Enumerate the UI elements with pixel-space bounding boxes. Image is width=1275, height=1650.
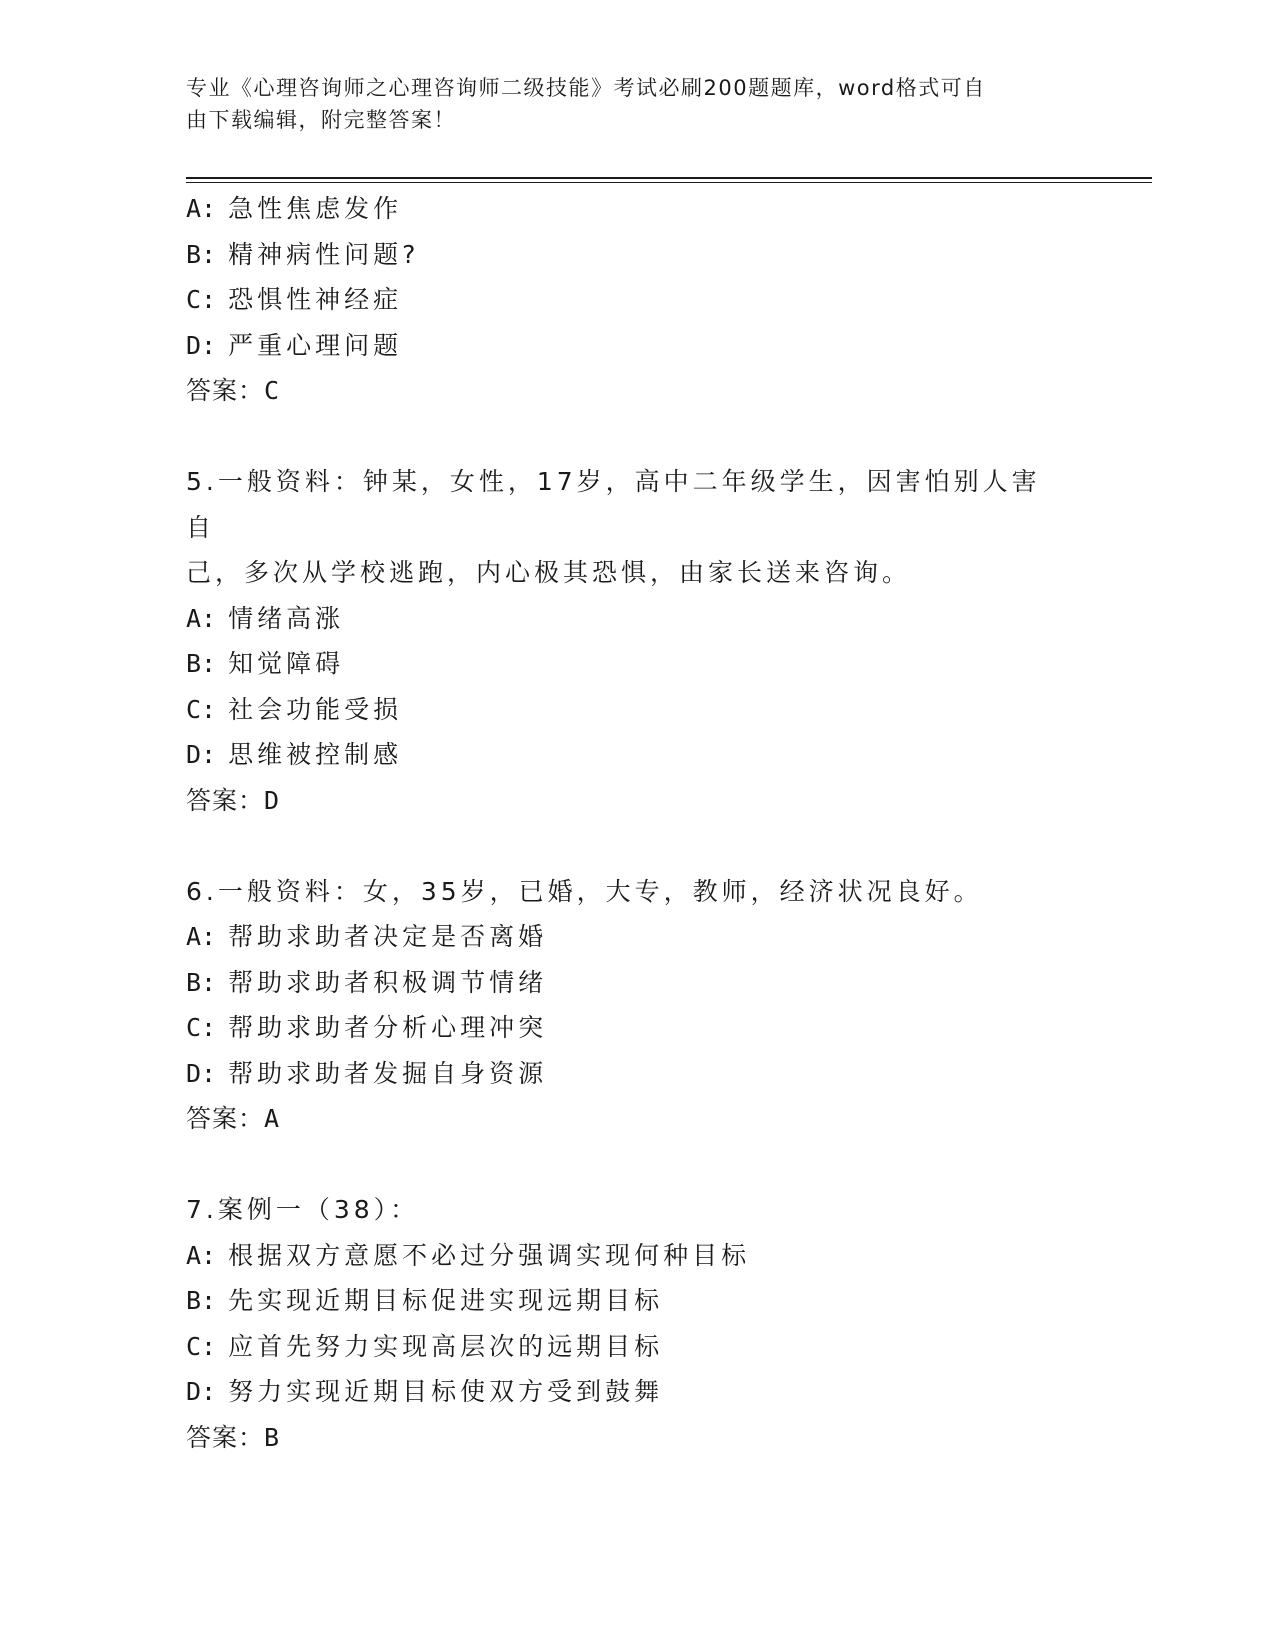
option-c: C: 恐惧性神经症: [186, 285, 403, 314]
option-d: D: 思维被控制感: [186, 740, 403, 769]
option-a: A: 急性焦虑发作: [186, 194, 403, 223]
header-rule-thin: [186, 182, 1152, 183]
spacer: [186, 1142, 1086, 1188]
option-d: D: 帮助求助者发掘自身资源: [186, 1058, 548, 1088]
answer-line: 答案：A: [186, 1104, 281, 1133]
option-a: A: 帮助求助者决定是否离婚: [186, 922, 548, 951]
answer-line: 答案：D: [186, 785, 281, 815]
option-a: A: 情绪高涨: [186, 603, 345, 633]
option-b: B: 帮助求助者积极调节情绪: [186, 967, 548, 997]
question-list: [186, 186, 1086, 1460]
answer-line: 答案：C: [186, 376, 281, 405]
option-d: D: 努力实现近期目标使双方受到鼓舞: [186, 1377, 664, 1406]
question-7: [186, 1187, 1086, 1460]
option-c: C: 应首先努力实现高层次的远期目标: [186, 1331, 664, 1361]
option-a: A: 根据双方意愿不必过分强调实现何种目标: [186, 1240, 751, 1270]
header-line-2: 由下载编辑，附完整答案！: [186, 108, 456, 132]
question-stem: 7.案例一（38）：: [186, 1195, 420, 1224]
question-4: [186, 186, 1086, 414]
option-d: D: 严重心理问题: [186, 330, 403, 360]
option-c: C: 社会功能受损: [186, 694, 403, 724]
spacer: [186, 414, 1086, 460]
question-6: [186, 869, 1086, 1142]
spacer: [186, 823, 1086, 869]
header-rule-thick: [186, 177, 1152, 179]
option-b: B: 先实现近期目标促进实现远期目标: [186, 1286, 664, 1315]
document-header: [186, 72, 1066, 136]
option-b: B: 精神病性问题?: [186, 239, 420, 269]
header-line-1: 专业《心理咨询师之心理咨询师二级技能》考试必刷200题题库，word格式可自: [186, 76, 986, 100]
question-stem: 6.一般资料：女，35岁，已婚，大专，教师，经济状况良好。: [186, 876, 983, 906]
option-b: B: 知觉障碍: [186, 649, 345, 678]
question-5: [186, 459, 1086, 823]
option-c: C: 帮助求助者分析心理冲突: [186, 1013, 548, 1042]
answer-line: 答案：B: [186, 1422, 281, 1452]
question-stem: 5.一般资料：钟某，女性，17岁，高中二年级学生，因害怕别人害自 己，多次从学校逃跑，内心极其恐惧，由家长送来咨询。: [186, 467, 1041, 587]
